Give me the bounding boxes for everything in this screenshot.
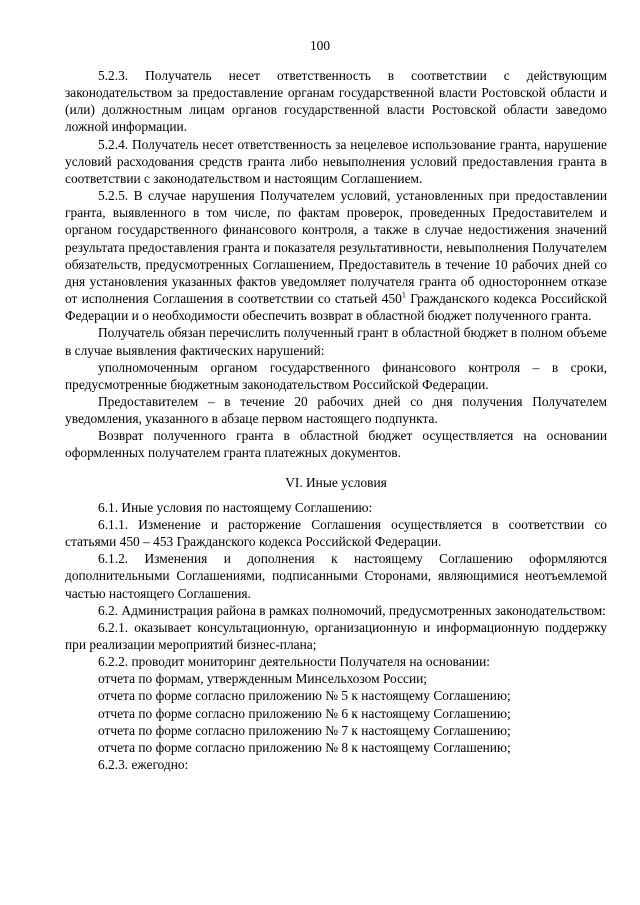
paragraph-5-2-5-text: 5.2.5. В случае нарушения Получателем условий, установленных при предоставлении гранта, выявленного в том числе, по фактам проверок, проведенных Предоставителем и органом государственного финансового контроля, а также в случае недостижения значений результата предоставления гранта и показателя результативности, невыполнения Получателем обязательств, предусмотренных Соглашением, Предоставитель в течение 10 рабочих дней со дня установления указанных фактов уведомляет получателя гранта об одностороннем отказе от исполнения Соглашения в соответствии со статьей 450 [65, 188, 607, 307]
paragraph-5-2-4: 5.2.4. Получатель несет ответственность за нецелевое использование гранта, нарушение условий расходования средств гранта либо невыполнения условий предоставления гранта в соответствии с законодательством и настоящим Соглашением. [65, 136, 607, 186]
report-item: отчета по форме согласно приложению № 7 к настоящему Соглашению; [98, 722, 511, 738]
footnote-superscript: 1 [401, 290, 406, 300]
paragraph-refund-obligation: Получатель обязан перечислить полученный грант в областной бюджет в полном объеме в случае выявления фактических нарушений: [65, 325, 607, 358]
section-heading: VI. Иные условия [285, 474, 387, 490]
paragraph-refund-basis: Возврат полученного гранта в областной бюджет осуществляется на основании оформленных получателем гранта платежных документов. [65, 428, 607, 461]
paragraph-refund-control-body: уполномоченным органом государственного финансового контроля – в сроки, предусмотренные бюджетным законодательством Российской Федерации. [65, 359, 607, 392]
paragraph-6-2: 6.2. Администрация района в рамках полномочий, предусмотренных законодательством: [98, 602, 606, 618]
paragraph-6-2-3: 6.2.3. ежегодно: [98, 757, 189, 773]
report-item: отчета по формам, утвержденным Минсельхозом России; [98, 671, 428, 687]
paragraph-5-2-5-text-end: Гражданского кодекса Российской Федерации и о необходимости обеспечить возврат в областной бюджет полученного гранта. [65, 291, 607, 324]
report-item: отчета по форме согласно приложению № 8 к настоящему Соглашению; [98, 739, 511, 755]
paragraph-refund-provider: Предоставителем – в течение 20 рабочих дней со дня получения Получателем уведомления, указанного в абзаце первом настоящего подпункта. [65, 393, 607, 427]
paragraph-6-2-2: 6.2.2. проводит мониторинг деятельности Получателя на основании: [98, 654, 490, 670]
report-item: отчета по форме согласно приложению № 5 к настоящему Соглашению; [98, 688, 511, 704]
page-number: 100 [309, 38, 331, 53]
paragraph-5-2-3: 5.2.3. Получатель несет ответственность в соответствии с действующим законодательством за предоставление органам государственной власти Ростовской области и (или) должностным лицам органов государственной власти Ростовской области заведомо ложной информации. [65, 68, 607, 135]
paragraph-6-1: 6.1. Иные условия по настоящему Соглашению: [98, 499, 373, 515]
paragraph-6-2-1: 6.2.1. оказывает консультационную, организационную и информационную поддержку при реализации мероприятий бизнес-плана; [65, 619, 607, 652]
paragraph-5-2-5 [65, 187, 607, 324]
document-body [65, 67, 607, 773]
paragraph-6-1-1: 6.1.1. Изменение и расторжение Соглашения осуществляется в соответствии со статьями 450 – 453 Гражданского кодекса Российской Федерации. [65, 516, 607, 550]
paragraph-6-1-2: 6.1.2. Изменения и дополнения к настоящему Соглашению оформляются дополнительными Соглашениями, подписанными Сторонами, являющимися неотъемлемой частью настоящего Соглашения. [65, 551, 607, 601]
report-item: отчета по форме согласно приложению № 6 к настоящему Соглашению; [98, 705, 511, 721]
